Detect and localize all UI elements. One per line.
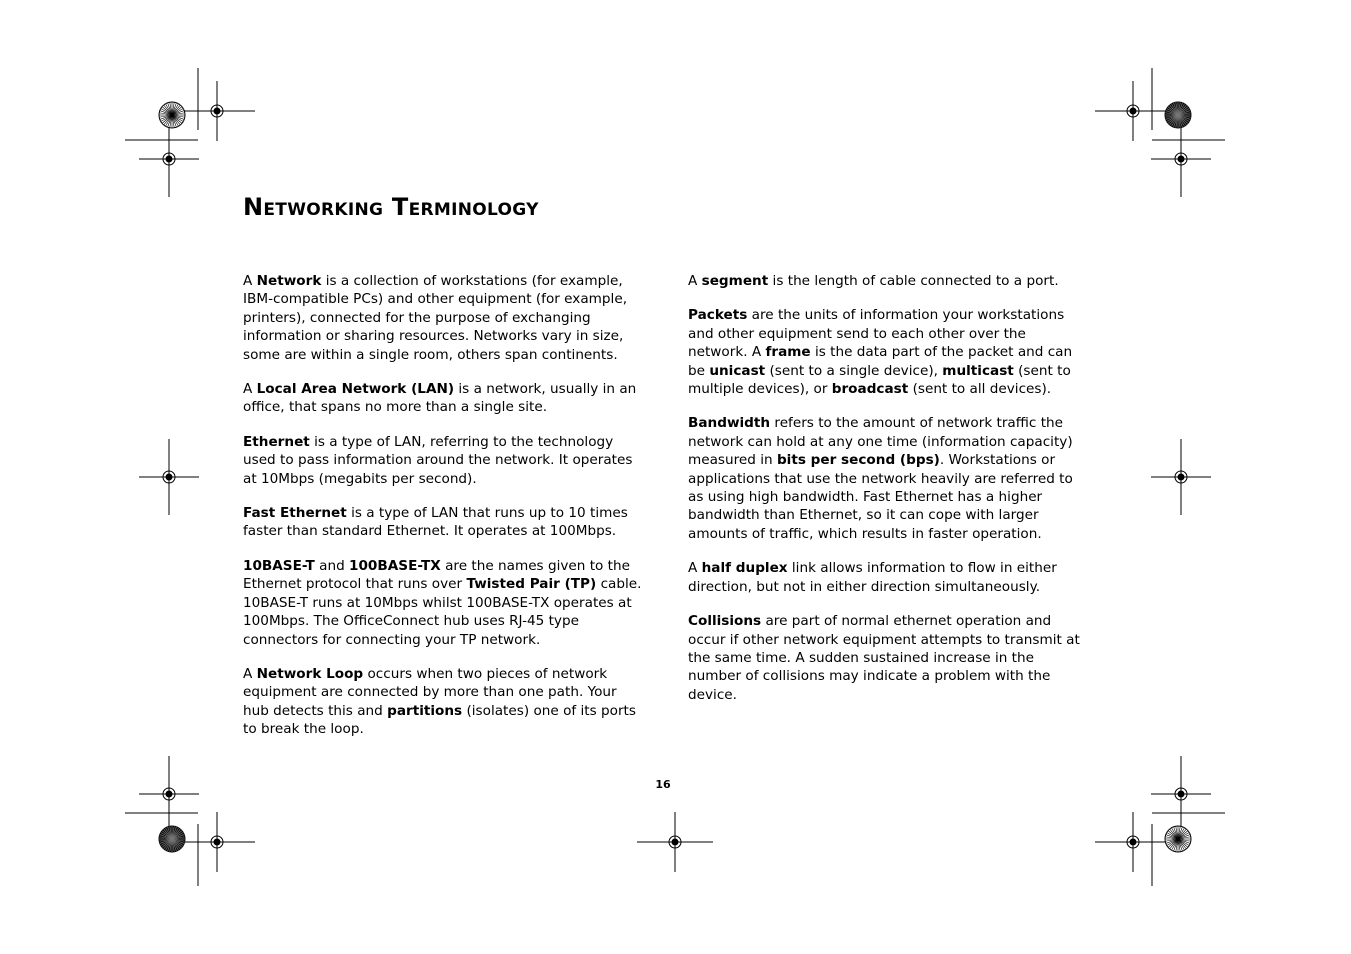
- paragraph: [688, 414, 1088, 543]
- text: link allows information to flow in either direction, but not in either direction simultaneously.: [688, 560, 1057, 595]
- text: is a collection of workstations (for example, IBM-compatible PCs) and other equipment (for example, printers), connected for the purpose of exchanging information or sharing resources. Networks vary in size, some are within a single room, others span continents.: [243, 273, 628, 363]
- text: are the names given to the Ethernet protocol that runs over: [243, 557, 630, 593]
- text: is a type of LAN, referring to the technology used to pass information around the network. It operates at 10Mbps (megabits per second).: [243, 433, 633, 487]
- text: and: [314, 557, 350, 574]
- text: A: [688, 273, 702, 289]
- right-column: [688, 272, 1088, 720]
- text: A: [243, 665, 257, 682]
- term: bits per second (bps): [776, 452, 940, 469]
- term: Collisions: [688, 613, 762, 630]
- page-number: 16: [655, 778, 671, 791]
- term: unicast: [709, 362, 766, 379]
- text: occurs when two pieces of network equipment are connected by more than one path. Your hub detects this and: [243, 665, 617, 719]
- term: frame: [765, 344, 811, 361]
- term: Local Area Network (LAN): [256, 381, 455, 398]
- paragraph: [243, 665, 643, 739]
- paragraph: [688, 272, 1088, 290]
- term: 10BASE-T: [243, 557, 315, 574]
- paragraph: [243, 433, 643, 488]
- term: 100BASE-TX: [349, 557, 441, 574]
- paragraph: [243, 557, 643, 649]
- text: (sent to all devices).: [908, 381, 1052, 398]
- paragraph: [688, 306, 1088, 398]
- text: refers to the amount of network traffic the network can hold at any one time (information capacity) measured in: [688, 415, 1073, 469]
- paragraph: [688, 559, 1088, 596]
- text: A: [688, 560, 702, 577]
- text: is the length of cable connected to a port.: [768, 273, 1059, 289]
- left-column: [243, 272, 643, 755]
- page-title: Networking Terminology: [243, 193, 539, 221]
- term: partitions: [387, 702, 463, 719]
- text: . Workstations or applications that use the network heavily are referred to as using high bandwidth. Fast Ethernet has a higher bandwidth than Ethernet, so it can cope with larger amounts of traffic, which results in faster operation.: [688, 452, 1073, 542]
- text: is a network, usually in an office, that spans no more than a single site.: [243, 381, 637, 416]
- text: are the units of information your workstations and other equipment send to each other over the network. A: [688, 307, 1065, 361]
- text: are part of normal ethernet operation and occur if other network equipment attempts to transmit at the same time. A sudden sustained increase in the number of collisions may indicate a problem with the device.: [688, 613, 1080, 703]
- term: multicast: [942, 362, 1014, 379]
- term: segment: [701, 273, 769, 289]
- term: broadcast: [831, 381, 909, 398]
- text: cable. 10BASE-T runs at 10Mbps whilst 100BASE-TX operates at 100Mbps. The OfficeConnect hub uses RJ-45 type connectors for connecting your TP network.: [243, 576, 642, 648]
- term: Bandwidth: [688, 415, 771, 432]
- text: (sent to a single device),: [765, 362, 943, 379]
- text: (sent to multiple devices), or: [688, 362, 1071, 398]
- term: Packets: [688, 307, 748, 324]
- text: A: [243, 381, 257, 398]
- text: is a type of LAN that runs up to 10 times faster than standard Ethernet. It operates at 100Mbps.: [243, 505, 628, 540]
- paragraph: [243, 272, 643, 364]
- text: (isolates) one of its ports to break the loop.: [243, 702, 636, 738]
- term: half duplex: [701, 560, 788, 577]
- paragraph: [243, 380, 643, 417]
- text: A: [243, 273, 257, 289]
- text: is the data part of the packet and can be: [688, 344, 1073, 379]
- term: Network: [256, 273, 322, 289]
- term: Twisted Pair (TP): [466, 576, 597, 593]
- term: Fast Ethernet: [243, 505, 347, 522]
- paragraph: [243, 504, 643, 541]
- term: Ethernet: [243, 433, 310, 450]
- term: Network Loop: [256, 665, 364, 682]
- paragraph: [688, 612, 1088, 704]
